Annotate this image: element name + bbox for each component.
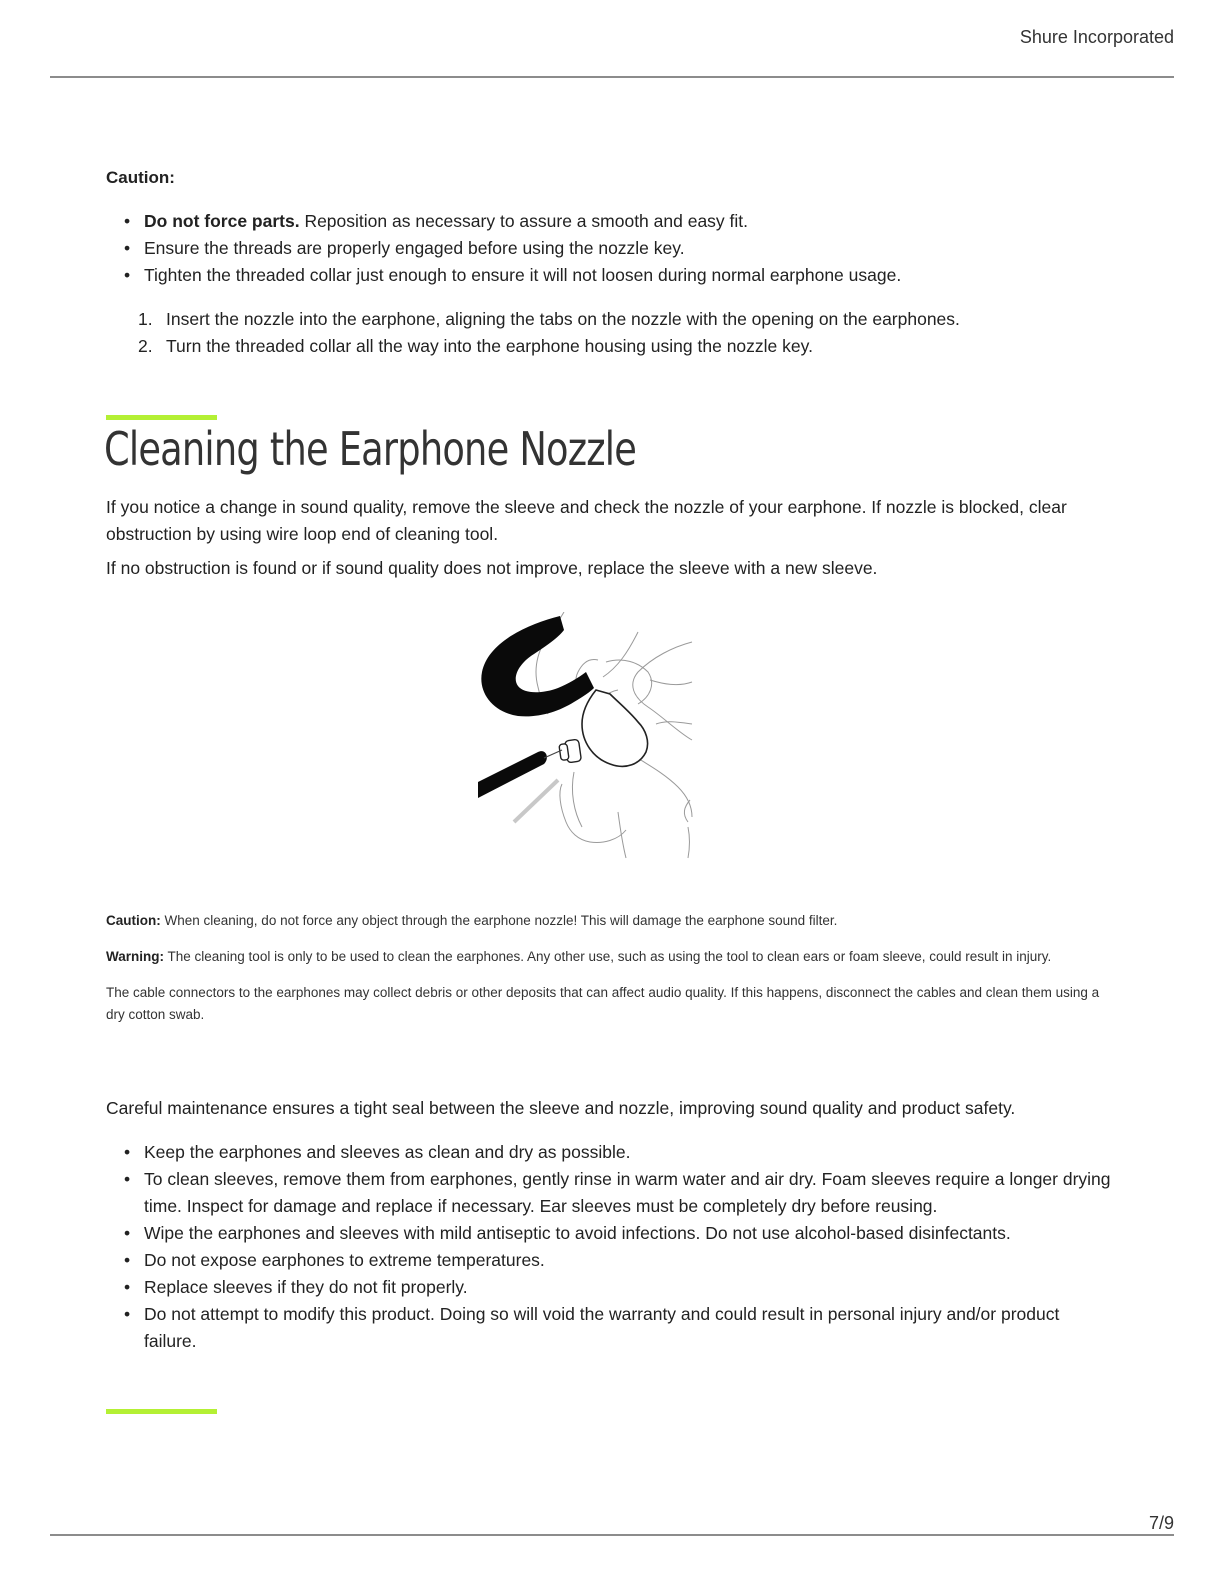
caution-note-text: When cleaning, do not force any object through the earphone nozzle! This will damage the earphone sound filter.	[160, 913, 838, 928]
warning-note	[106, 946, 1116, 968]
cleaning-paragraph-2: If no obstruction is found or if sound quality does not improve, replace the sleeve with a new sleeve.	[106, 558, 878, 578]
bullet-text: Ensure the threads are properly engaged before using the nozzle key.	[144, 238, 685, 258]
caution-bullet-list	[106, 208, 1116, 289]
caution-heading: Caution:	[106, 168, 175, 187]
cable-note: The cable connectors to the earphones may collect debris or other deposits that can affect audio quality. If this happens, disconnect the cables and clean them using a dry cotton swab.	[106, 985, 1100, 1022]
list-item	[106, 235, 1116, 262]
company-name: Shure Incorporated	[1019, 27, 1174, 47]
step-text: Turn the threaded collar all the way into the earphone housing using the nozzle key.	[166, 336, 813, 356]
list-item: • Replace sleeves if they do not fit properly.	[106, 1274, 1116, 1301]
section-accent-bar	[106, 415, 217, 420]
list-item	[106, 208, 1116, 235]
caution-note-label: Caution:	[106, 913, 161, 928]
step-number: 1.	[138, 309, 153, 329]
list-item: • Do not attempt to modify this product. Doing so will void the warranty and could result in personal injury and/or product failure.	[106, 1301, 1116, 1355]
warning-note-label: Warning:	[106, 949, 164, 964]
step-text: Insert the nozzle into the earphone, aligning the tabs on the nozzle with the opening on the earphones.	[166, 309, 960, 329]
bullet-text: Reposition as necessary to assure a smooth and easy fit.	[299, 211, 749, 231]
header-divider	[50, 76, 1174, 78]
list-item	[106, 333, 1116, 360]
list-item: • To clean sleeves, remove them from earphones, gently rinse in warm water and air dry. Foam sleeves require a longer drying time. Inspect for damage and replace if necessary. Ear sleeves must be completely dry before reusing.	[106, 1166, 1116, 1220]
step-number: 2.	[138, 336, 153, 356]
maintenance-intro: Careful maintenance ensures a tight seal between the sleeve and nozzle, improving sound quality and product safety.	[106, 1098, 1016, 1118]
cleaning-paragraph-1: If you notice a change in sound quality, remove the sleeve and check the nozzle of your earphone. If nozzle is blocked, clear obstruction by using wire loop end of cleaning tool.	[106, 497, 1067, 544]
section-title: Cleaning the Earphone Nozzle	[104, 422, 637, 476]
warning-note-text: The cleaning tool is only to be used to clean the earphones. Any other use, such as using the tool to clean ears or foam sleeve, could result in injury.	[164, 949, 1052, 964]
list-item: • Wipe the earphones and sleeves with mild antiseptic to avoid infections. Do not use alcohol-based disinfectants.	[106, 1220, 1116, 1247]
caution-note	[106, 910, 1116, 932]
section-accent-bar	[106, 1409, 217, 1414]
bullet-bold-text: Do not force parts.	[144, 211, 300, 231]
list-item: • Keep the earphones and sleeves as clean and dry as possible.	[106, 1139, 1116, 1166]
footer-divider	[50, 1534, 1174, 1536]
page-number: 7/9	[1148, 1513, 1174, 1533]
list-item	[106, 306, 1116, 333]
maintenance-bullet-list	[106, 1139, 1116, 1355]
list-item	[106, 262, 1116, 289]
list-item: • Do not expose earphones to extreme temperatures.	[106, 1247, 1116, 1274]
earphone-cleaning-illustration	[478, 612, 696, 860]
bullet-text: Tighten the threaded collar just enough to ensure it will not loosen during normal earphone usage.	[144, 265, 902, 285]
install-steps-list	[106, 306, 1116, 360]
